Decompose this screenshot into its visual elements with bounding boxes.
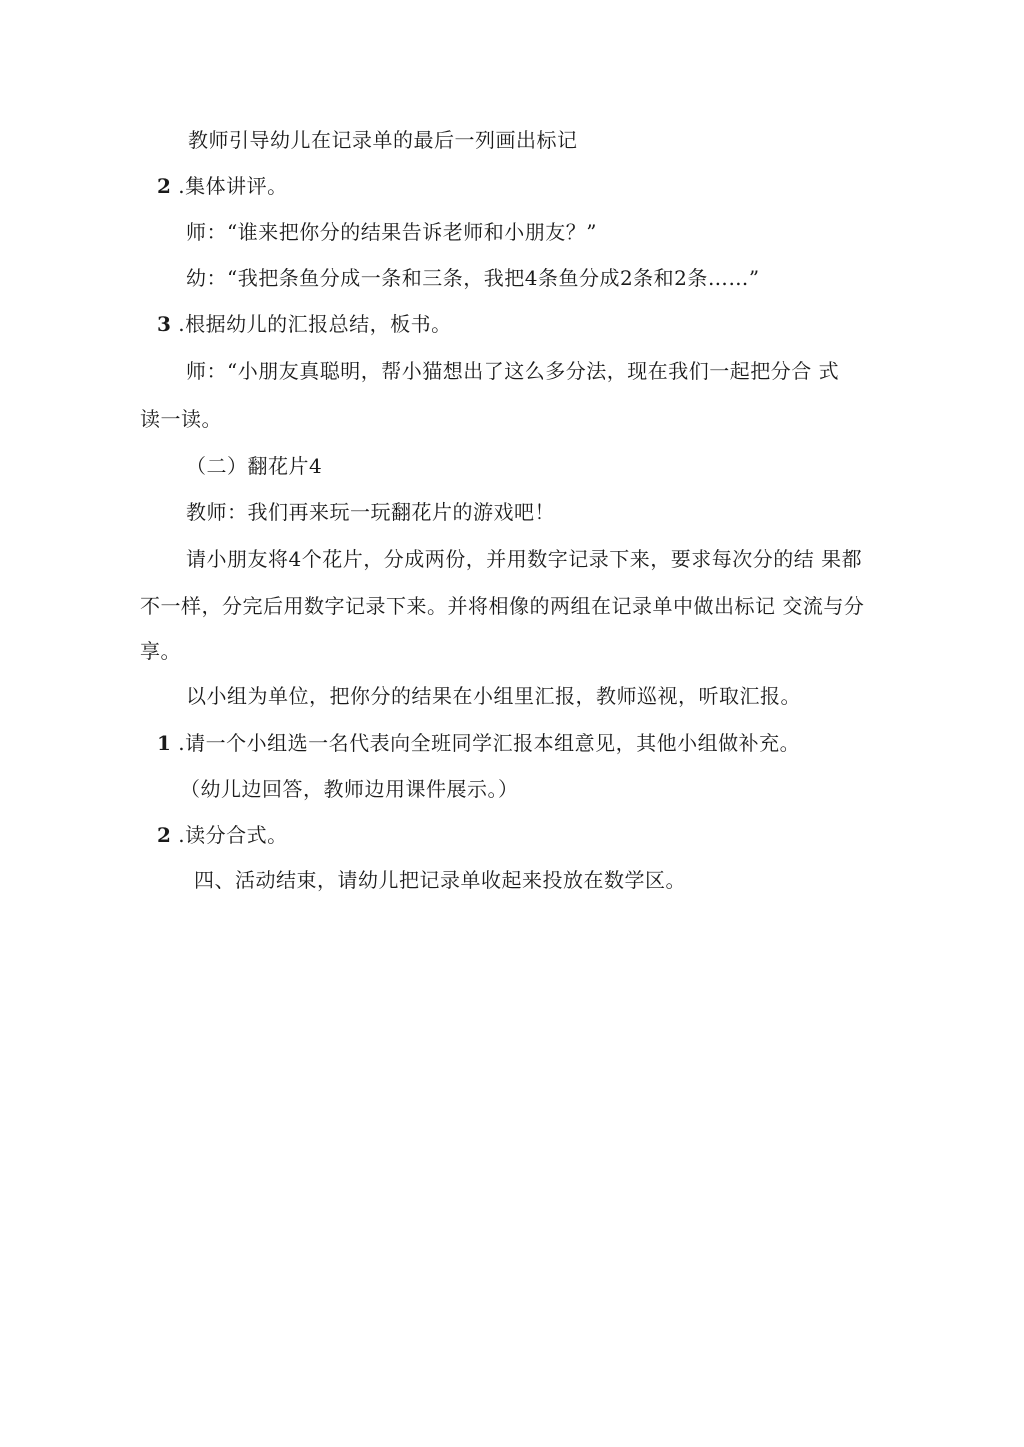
item-text: .根据幼儿的汇报总结，板书。	[178, 312, 452, 336]
numbered-item	[157, 310, 452, 338]
paragraph-line: （幼儿边回答，教师边用课件展示。）	[180, 777, 519, 801]
paragraph-line: 读一读。	[140, 407, 222, 431]
paragraph-line: 请小朋友将4个花片，分成两份，并用数字记录下来，要求每次分的结 果都	[186, 547, 863, 571]
item-number: 3	[157, 312, 172, 336]
item-number: 2	[157, 823, 172, 847]
item-text: .请一个小组选一名代表向全班同学汇报本组意见，其他小组做补充。	[178, 731, 801, 755]
numbered-item	[157, 821, 288, 849]
item-number: 1	[157, 731, 172, 755]
paragraph-line: 师：“小朋友真聪明，帮小猫想出了这么多分法，现在我们一起把分合 式	[186, 359, 840, 383]
section-heading: 四、活动结束，请幼儿把记录单收起来投放在数学区。	[194, 868, 686, 892]
paragraph-line: 教师引导幼儿在记录单的最后一列画出标记	[188, 128, 578, 152]
item-text: .读分合式。	[178, 823, 288, 847]
paragraph-line: 教师：我们再来玩一玩翻花片的游戏吧！	[186, 500, 555, 524]
paragraph-line: 幼：“我把条鱼分成一条和三条，我把4条鱼分成2条和2条……”	[186, 266, 760, 290]
numbered-item	[157, 729, 800, 757]
item-text: .集体讲评。	[178, 174, 288, 198]
paragraph-line: 师：“谁来把你分的结果告诉老师和小朋友？”	[186, 220, 597, 244]
paragraph-line: 享。	[140, 639, 181, 663]
item-number: 2	[157, 174, 172, 198]
paragraph-line: 不一样，分完后用数字记录下来。并将相像的两组在记录单中做出标记 交流与分	[140, 594, 865, 618]
paragraph-line: 以小组为单位，把你分的结果在小组里汇报，教师巡视，听取汇报。	[186, 684, 801, 708]
section-heading: （二）翻花片4	[186, 454, 323, 478]
numbered-item	[157, 172, 288, 200]
